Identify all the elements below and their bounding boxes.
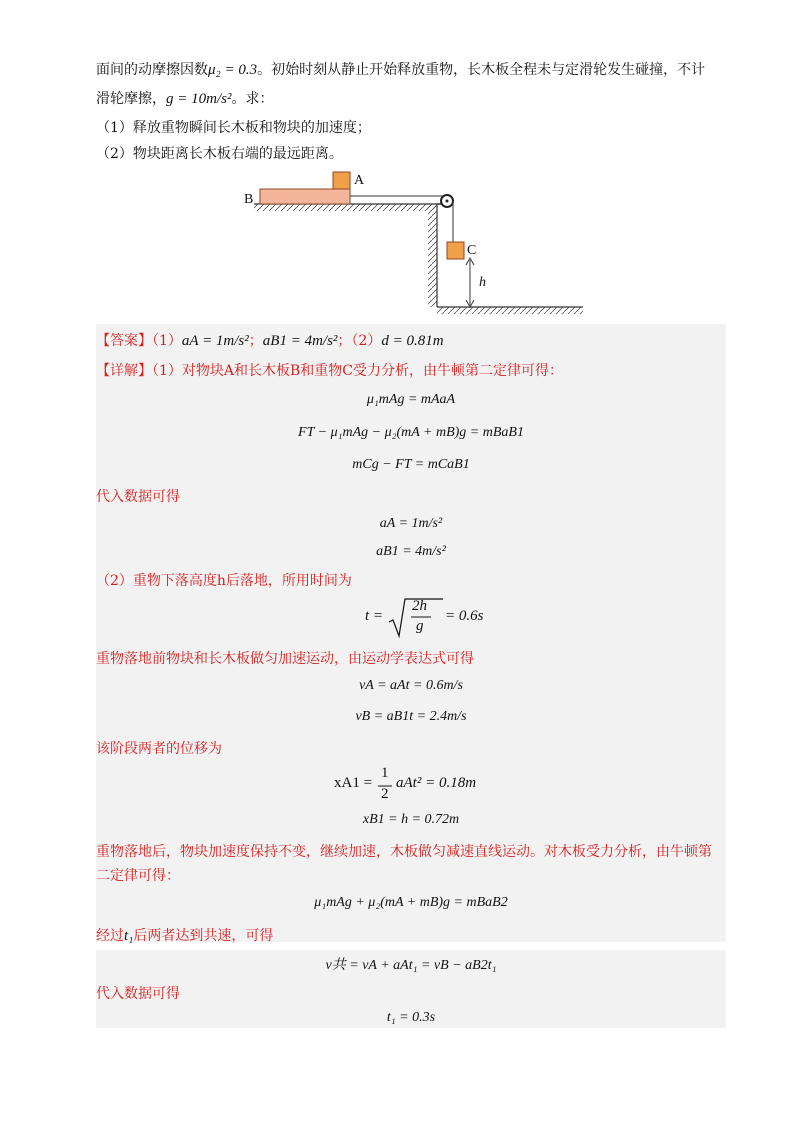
equation-12: v共 = vA + aAt₁ = vB − aB2t₁ bbox=[325, 958, 497, 973]
solution-tag: 【详解】 bbox=[96, 363, 152, 379]
answer-d: d = 0.81m bbox=[381, 333, 444, 349]
problem-line-1 bbox=[96, 60, 705, 80]
equation-8: vB = aB1t = 2.4m/s bbox=[355, 709, 467, 724]
solution-text-5a: 经过 bbox=[96, 928, 124, 944]
equation-9-denominator: 2 bbox=[381, 786, 389, 802]
solution-part-2: （2）重物下落高度h后落地，所用时间为 bbox=[96, 573, 352, 589]
equation-11: μ₁mAg + μ₂(mA + mB)g = mBaB2 bbox=[314, 895, 508, 910]
problem-text-1b: 。初始时刻从静止开始释放重物，长木板全程未与定滑轮发生碰撞，不计 bbox=[257, 62, 706, 78]
equation-10: xB1 = h = 0.72m bbox=[362, 812, 460, 827]
solution-text-6: 代入数据可得 bbox=[96, 986, 180, 1002]
problem-text-1a: 面间的动摩擦因数 bbox=[96, 62, 208, 78]
equation-6-numerator: 2h bbox=[412, 598, 427, 614]
problem-text-2b: 。求： bbox=[231, 91, 274, 107]
equation-4: aA = 1m/s² bbox=[379, 516, 443, 531]
block-a bbox=[333, 172, 350, 189]
solution-text-4b: 二定律可得： bbox=[96, 868, 180, 884]
block-c bbox=[447, 242, 464, 259]
solution-intro: （1）对物块A和长木板B和重物C受力分析，由牛顿第二定律可得： bbox=[152, 363, 564, 379]
equation-6-denominator: g bbox=[416, 618, 424, 634]
physics-figure bbox=[0, 168, 800, 318]
table-hatch bbox=[254, 204, 437, 211]
problem-text-2a: 滑轮摩擦， bbox=[96, 91, 166, 107]
equation-2: FT − μ₁mAg − μ₂(mA + mB)g = mBaB1 bbox=[298, 425, 524, 440]
equation-3: mCg − FT = mCaB1 bbox=[352, 457, 470, 472]
solution-text-5b: 后两者达到共速，可得 bbox=[133, 928, 274, 944]
label-a: A bbox=[354, 173, 365, 188]
solution-text-1: 代入数据可得 bbox=[96, 489, 180, 505]
solution-text-5 bbox=[96, 926, 273, 946]
equation-7: vA = aAt = 0.6m/s bbox=[359, 678, 463, 693]
g-formula: g = 10m/s² bbox=[166, 91, 232, 107]
answer-line bbox=[96, 331, 444, 351]
answer-aB1: aB1 = 4m/s² bbox=[262, 333, 338, 349]
question-1: （1）释放重物瞬间长木板和物块的加速度； bbox=[96, 120, 371, 136]
label-h: h bbox=[479, 275, 486, 290]
equation-6-lhs: t = bbox=[365, 608, 384, 624]
floor-hatch bbox=[437, 307, 583, 314]
equation-9-numerator: 1 bbox=[381, 765, 389, 781]
answer-sep2: ；（2） bbox=[337, 333, 382, 349]
label-b: B bbox=[244, 192, 254, 207]
equation-9-lhs: xA1 = bbox=[334, 775, 373, 791]
mu2-formula: μ₂ = 0.3 bbox=[208, 62, 258, 78]
pulley-axle bbox=[446, 200, 449, 203]
t1-symbol: t₁ bbox=[124, 928, 134, 944]
equation-6-rhs: = 0.6s bbox=[445, 608, 484, 624]
label-c: C bbox=[467, 243, 477, 258]
solution-text-3: 该阶段两者的位移为 bbox=[96, 741, 222, 757]
answer-part1: （1） bbox=[152, 333, 182, 349]
answer-tag: 【答案】 bbox=[96, 333, 152, 349]
solution-text-4a: 重物落地后，物块加速度保持不变，继续加速，木板做匀减速直线运动。对木板受力分析，由牛顿第 bbox=[96, 844, 712, 860]
equation-9-rhs: aAt² = 0.18m bbox=[396, 775, 477, 791]
answer-aA: aA = 1m/s² bbox=[181, 333, 249, 349]
equation-1: μ₁mAg = mAaA bbox=[366, 392, 456, 407]
board-b bbox=[260, 189, 350, 204]
answer-sep1: ； bbox=[248, 333, 263, 349]
question-2: （2）物块距离长木板右端的最远距离。 bbox=[96, 146, 343, 162]
solution-text-2: 重物落地前物块和长木板做匀加速运动，由运动学表达式可得 bbox=[96, 651, 474, 667]
solution-intro-line bbox=[96, 361, 563, 381]
wall-hatch bbox=[428, 204, 437, 307]
equation-5: aB1 = 4m/s² bbox=[376, 544, 446, 559]
problem-line-2 bbox=[96, 89, 273, 109]
equation-13: t₁ = 0.3s bbox=[386, 1010, 436, 1025]
